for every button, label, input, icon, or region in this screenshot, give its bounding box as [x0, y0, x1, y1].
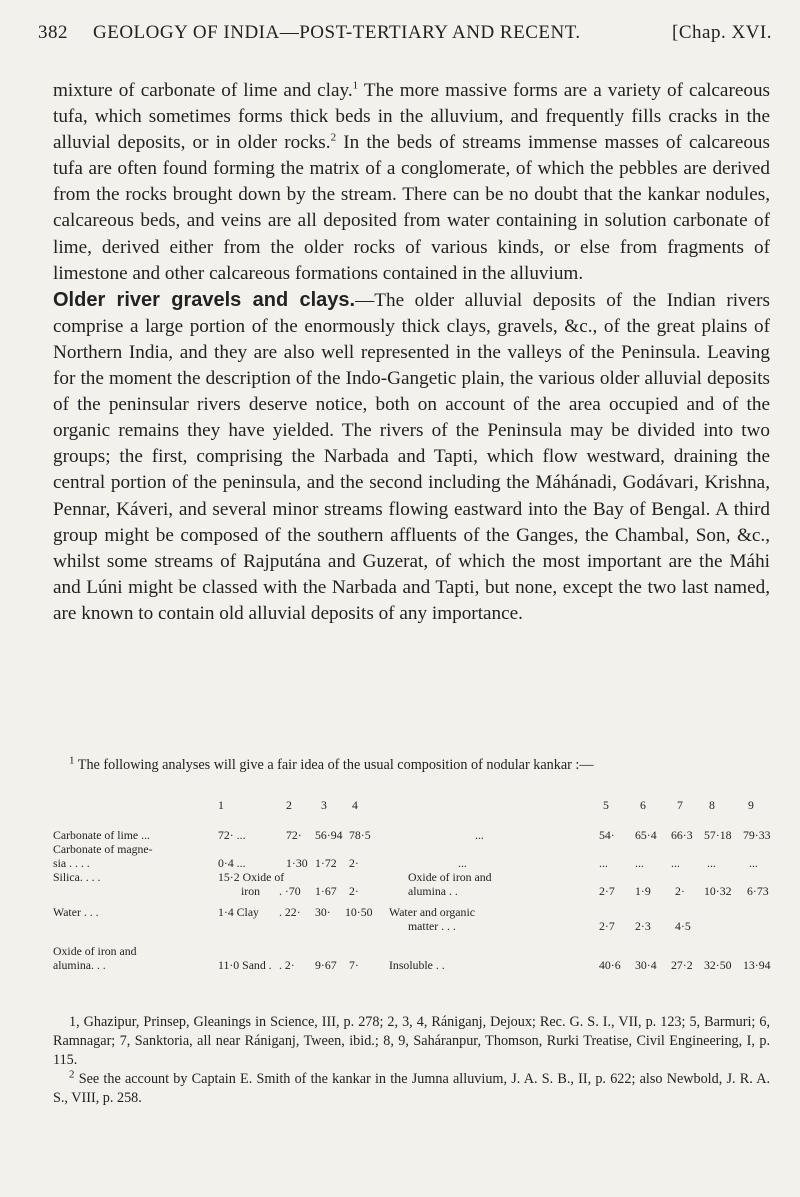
cell: 2·3: [635, 919, 651, 933]
cell: 1·9: [635, 884, 651, 898]
cell: . 22·: [279, 905, 301, 919]
col-head: 2: [286, 798, 292, 812]
cell: 1·30: [286, 856, 308, 870]
main-text: [53, 78, 770, 627]
cell-label: matter . . .: [408, 919, 456, 933]
row-label-silica: Silica. . . .: [53, 870, 101, 884]
running-header: [38, 22, 772, 52]
page-number: 382: [38, 22, 68, 43]
cell: 32·50: [704, 958, 732, 972]
footnote-1: [53, 756, 770, 775]
cell: ...: [475, 828, 484, 842]
cell: 13·94: [743, 958, 771, 972]
cell: 72·: [286, 828, 302, 842]
section-heading: Older river gravels and clays.: [53, 288, 356, 311]
cell: 2·7: [599, 919, 615, 933]
cell: ...: [671, 856, 680, 870]
cell-label: iron: [241, 884, 261, 898]
col-head: 5: [603, 798, 609, 812]
footnote-2: [53, 1070, 770, 1108]
cell: ...: [599, 856, 608, 870]
cell-label: Oxide of iron and: [408, 870, 492, 884]
cell: 78·5: [349, 828, 371, 842]
cell-label: Water and organic: [389, 905, 475, 919]
cell: ...: [458, 856, 467, 870]
cell: 2·7: [599, 884, 615, 898]
col-head: 6: [640, 798, 646, 812]
col-head: 1: [218, 798, 224, 812]
cell: 1·4 Clay: [218, 905, 259, 919]
row-label-carbonate-magnesia: Carbonate of magne-: [53, 842, 153, 856]
col-head: 9: [748, 798, 754, 812]
row-label-carbonate-magnesia-cont: sia . . . .: [53, 856, 90, 870]
cell: 27·2: [671, 958, 693, 972]
para1-text-b: The more massive forms are a variety of calcareous tufa, which sometimes forms thick beds in the alluvium, and frequently fills cracks in the alluvial deposits, or in older rocks.: [53, 80, 771, 154]
cell: 40·6: [599, 958, 621, 972]
cell: 11·0 Sand .: [218, 958, 272, 972]
cell: 10·32: [704, 884, 732, 898]
cell: 1·72: [315, 856, 337, 870]
cell: 57·18: [704, 828, 732, 842]
cell: ...: [635, 856, 644, 870]
row-label-oxide-cont: alumina. . .: [53, 958, 106, 972]
kankar-analysis-table: [53, 798, 770, 1008]
footnote-2-text: See the account by Captain E. Smith of the kankar in the Jumna alluvium, J. A. S. B., II, p. 622; also Newbold, J. R. A. S., VIII, p. 258.: [53, 1071, 770, 1106]
footnote-mark-1: 1: [69, 754, 75, 767]
cell: 2·: [675, 884, 685, 898]
cell: . ·70: [279, 884, 301, 898]
cell-label: alumina . .: [408, 884, 458, 898]
footnote-sources: 1, Ghazipur, Prinsep, Gleanings in Science, III, p. 278; 2, 3, 4, Rániganj, Dejoux; Rec. G. S. I., VII, p. 123; 5, Barmuri; 6, Ramnagar; 7, Sanktoria, all near Rániganj, Tween, ibid.; 8, 9, Saháranpur, Thomson, Rurki Treatise, Civil Engineering, I, p. 115.: [53, 1014, 770, 1068]
cell: 54·: [599, 828, 615, 842]
cell: 9·67: [315, 958, 337, 972]
footnote-continuation: [53, 1013, 770, 1108]
cell-label: Insoluble . .: [389, 958, 445, 972]
para2-text: —The older alluvial deposits of the Indian rivers comprise a large portion of the enormously thick clays, gravels, &c., of the great plains of Northern India, and they are also well represented in the valleys of the Peninsula. Leaving for the moment the description of the Indo-Gangetic plain, the various older alluvial deposits of the peninsular rivers deserve notice, both on account of the area occupied and of the organic remains they have yielded. The rivers of the Peninsula may be divided into two groups; the first, comprising the Narbada and Tapti, which flow westward, draining the central portion of the peninsula, and the second including the Máhánadi, Godávari, Krishna, Pennar, Káveri, and several minor streams flowing eastward into the Bay of Bengal. A third group might be composed of the southern affluents of the Ganges, the Chambal, Son, &c., whilst some streams of Rajputána and Guzerat, of which the most important are the Máhi and Lúni might be classed with the Narbada and Tapti, but none, except the two last named, are known to contain old alluvial deposits of any importance.: [53, 289, 771, 624]
cell: 1·67: [315, 884, 337, 898]
cell: 66·3: [671, 828, 693, 842]
cell: 30·4: [635, 958, 657, 972]
cell: 7·: [349, 958, 359, 972]
paragraph-older-river-gravels: [53, 287, 770, 627]
cell: 79·33: [743, 828, 771, 842]
cell: 65·4: [635, 828, 657, 842]
col-head: 8: [709, 798, 715, 812]
cell: 2·: [349, 884, 359, 898]
cell: 30·: [315, 905, 331, 919]
para1-text-c: In the beds of streams immense masses of calcareous tufa are often found forming the matrix of a conglomerate, of which the pebbles are derived from the rocks brought down by the stream. There can be no doubt that the kankar nodules, calcareous beds, and veins are all deposited from water containing in solution carbonate of lime, derived either from the older rocks of various kinds, or else from fragments of limestone and other calcareous formations contained in the alluvium.: [53, 132, 770, 284]
col-head: 4: [352, 798, 358, 812]
cell: . 2·: [279, 958, 295, 972]
row-label-carbonate-lime: Carbonate of lime ...: [53, 828, 150, 842]
cell: 72· ...: [218, 828, 246, 842]
footnote-ref-2[interactable]: 2: [330, 131, 337, 144]
cell: 10·50: [345, 905, 373, 919]
cell: ...: [707, 856, 716, 870]
cell: 0·4 ...: [218, 856, 246, 870]
cell: ...: [749, 856, 758, 870]
cell: 6·73: [747, 884, 769, 898]
col-head: 3: [321, 798, 327, 812]
running-title: GEOLOGY OF INDIA—POST-TERTIARY AND RECENT.: [93, 22, 581, 43]
row-label-water: Water . . .: [53, 905, 99, 919]
cell: 15·2 Oxide of: [218, 870, 285, 884]
paragraph-kankar: [53, 78, 770, 287]
cell: 56·94: [315, 828, 343, 842]
chapter-label: [Chap. XVI.: [672, 22, 772, 43]
para1-text-a: mixture of carbonate of lime and clay.: [53, 80, 353, 101]
col-head: 7: [677, 798, 683, 812]
footnote-ref-1[interactable]: 1: [352, 79, 359, 92]
cell: 2·: [349, 856, 359, 870]
row-label-oxide: Oxide of iron and: [53, 944, 137, 958]
footnote-1-text: The following analyses will give a fair idea of the usual composition of nodular kankar :—: [74, 757, 594, 773]
cell: 4·5: [675, 919, 691, 933]
footnote-mark-2: 2: [69, 1068, 75, 1081]
